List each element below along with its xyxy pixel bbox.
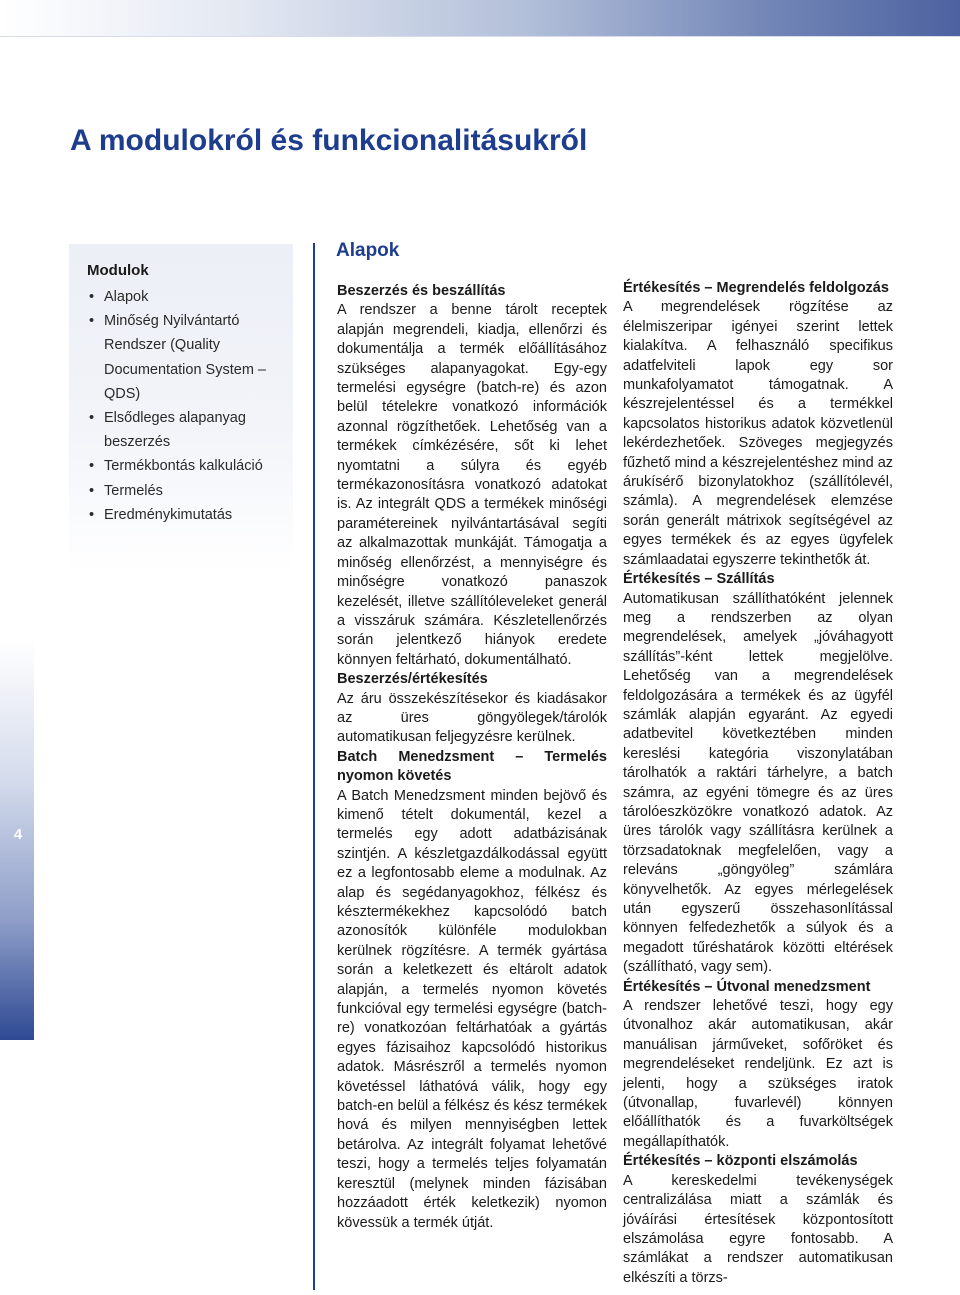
vertical-divider xyxy=(313,243,315,1290)
module-item-eredmeny xyxy=(87,503,282,527)
subsection-body: Automatikusan szállíthatóként jelennek meg a rendszerben az olyan megrendelések, amelyek „jóváhagyott szállítás”-ként lettek megjelölve. Lehetőség van a megrendelések feldolgozására a termékek és az ügyfél számlák alapján egyaránt. Az egyedi adatbevitel következtében minden kereslési kategória viszonylatában tárolhatók a raktári tárhelyre, a batch számra, az egyéni tömegre és az üres tárolóeszközökre vonatkozó adatok. Az üres tárolók vagy szállításra kerülnek a törzsadatoknak megfelelően, vagy a releváns „göngyöleg” számlára könyvelhetők. Az egyes mérlegelések után egyszerű összehasonlítással könnyen felfedezhetők a súlyok és a megadott tűréshatárok közötti eltérések (szállítható, vagy sem). xyxy=(623,590,893,976)
module-item-beszerzes xyxy=(87,406,282,454)
subsection-body: A kereskedelmi tevékenységek centralizálása miatt a számlák és jóváírási értesítések központosított elszámolása egyre fontosabb. A számlákat a rendszer automatikusan elkészíti a törzs- xyxy=(623,1172,893,1286)
bullet-icon: • xyxy=(89,289,95,305)
bullet-icon: • xyxy=(89,506,95,523)
module-item-termeles xyxy=(87,479,282,503)
module-item-label: Elsődleges alapanyag beszerzés xyxy=(104,410,246,451)
module-item-qds xyxy=(87,309,282,406)
section-heading: Alapok xyxy=(336,240,400,261)
module-item-label: Minőség Nyilvántartó Rendszer (Quality Documentation System – QDS) xyxy=(104,313,266,402)
subsection-title: Batch Menedzsment – Termelés nyomon követés xyxy=(337,748,607,785)
bullet-icon: • xyxy=(89,482,95,499)
module-item-label: Eredménykimutatás xyxy=(104,506,233,523)
subsection-body: A rendszer lehetővé teszi, hogy egy útvonalhoz akár automatikusan, akár manuálisan járműveket, sofőröket és megrendeléseket rendeljünk. Ez azt is jelenti, hogy a szükséges iratok (útvonallap, fuvarlevél) könnyen előállíthatók és a fuvarköltségek megállapíthatók. xyxy=(623,998,893,1150)
modules-list xyxy=(87,285,293,527)
subsection-body: A Batch Menedzsment minden bejövő és kimenő tételt dokumentál, kezel a termelés egy adott adatbázisának szintjén. A készletgazdálkodással együtt ez a legfontosabb eleme a modulnak. Az alap és segédanyagokhoz, félkész és késztermékekhez kapcsolódó batch azonosítók különféle modulokban kerülnek rögzítésre. A termék gyártása során a keletkezett és eltárolt adatok alapján, a termelés nyomon követés funkcióval egy termelési egységre (batch-re) vonatkozóan feltárhatóak a gyártás egyes fázisaihoz kapcsolódó historikus adatok. Másrészről a termelés nyomon követéssel láthatóvá válik, hogy egy batch-en belül a félkész és kész termékek hová és milyen mennyiségben lettek betárolva. Az integrált folyamat lehetővé teszi, hogy a termelés teljes folyamatán keresztül (melynek minden fázisában hozzáadott érték keletkezik) nyomon kövessük a termék útját. xyxy=(337,787,607,1231)
subsection-body: Az áru összekészítésekor és kiadásakor az üres göngyölegek/tárolók automatikusan feljegyzésre kerülnek. xyxy=(337,690,607,746)
header-gradient-bar xyxy=(0,0,960,36)
module-item-alapok xyxy=(87,285,282,309)
subsection-title: Értékesítés – központi elszámolás xyxy=(623,1153,858,1170)
subsection-title: Beszerzés és beszállítás xyxy=(337,283,506,299)
module-item-label: Termékbontás kalkuláció xyxy=(104,458,263,475)
module-item-label: Termelés xyxy=(104,482,163,499)
subsection-title: Értékesítés – Megrendelés feldolgozás xyxy=(623,280,889,296)
page-number: 4 xyxy=(13,826,23,843)
subsection-body: A rendszer a benne tárolt receptek alapján megrendeli, kiadja, ellenőrzi és dokumentálja a termék előállításához szükséges alapanyagokat. Egy-egy termelési egységre (batch-re) és azon belül tételekre vonatkozó információk azonnal rögzíthetőek. Lehetőség van a termékek címkézésére, sőt ki lehet nyomtatni a súlyra és egyéb termékazonosításra vonatkozó adatokat is. Az integrált QDS a termékek minőségi paramétereinek nyilvántartásával segíti az alkalmazottak munkáját. Támogatja a minőség ellenőrzést, a mennyiségre és minőségre vonatkozó panaszok kezelését, illetve szállítóleveleket generál a visszáruk számára. Készletellenőrzés során jelentkező hiányok eredete könnyen feltárható, dokumentálható. xyxy=(337,302,607,668)
text-column-2 xyxy=(623,279,893,1288)
subsection-title: Értékesítés – Útvonal menedzsment xyxy=(623,978,871,995)
bullet-icon: • xyxy=(89,313,95,330)
module-item-label: Alapok xyxy=(104,289,149,305)
modules-sidebar xyxy=(69,244,293,574)
subsection-title: Értékesítés – Szállítás xyxy=(623,571,775,588)
page-title: A modulokról és funkcionalitásukról xyxy=(70,124,588,157)
subsection-title: Beszerzés/értékesítés xyxy=(337,671,488,688)
modules-heading: Modulok xyxy=(87,262,149,279)
header-divider xyxy=(0,36,960,37)
module-item-kalkulacio xyxy=(87,454,282,478)
subsection-body: A megrendelések rögzítése az élelmiszeripar igényei szerint lettek kialakítva. A felhasználó specifikus adatfelviteli lapok egy sor munkafolyamatot támogatnak. A készrejelentéssel és a termékkel kapcsolatos historikus adatok közvetlenül lekérdezhetőek. Szöveges megjegyzés fűzhető mind a készrejelentéshez mind az árukísérő bizonylatokhoz (szállítólevél, számla). A megrendelések elemzése során generált mátrixok segítségével az egyes termékek és az egyes ügyfelek számlaadatai egyszerre tekinthetők át. xyxy=(623,299,894,568)
text-column-1 xyxy=(337,282,607,1233)
bullet-icon: • xyxy=(89,410,95,427)
bullet-icon: • xyxy=(89,458,95,475)
